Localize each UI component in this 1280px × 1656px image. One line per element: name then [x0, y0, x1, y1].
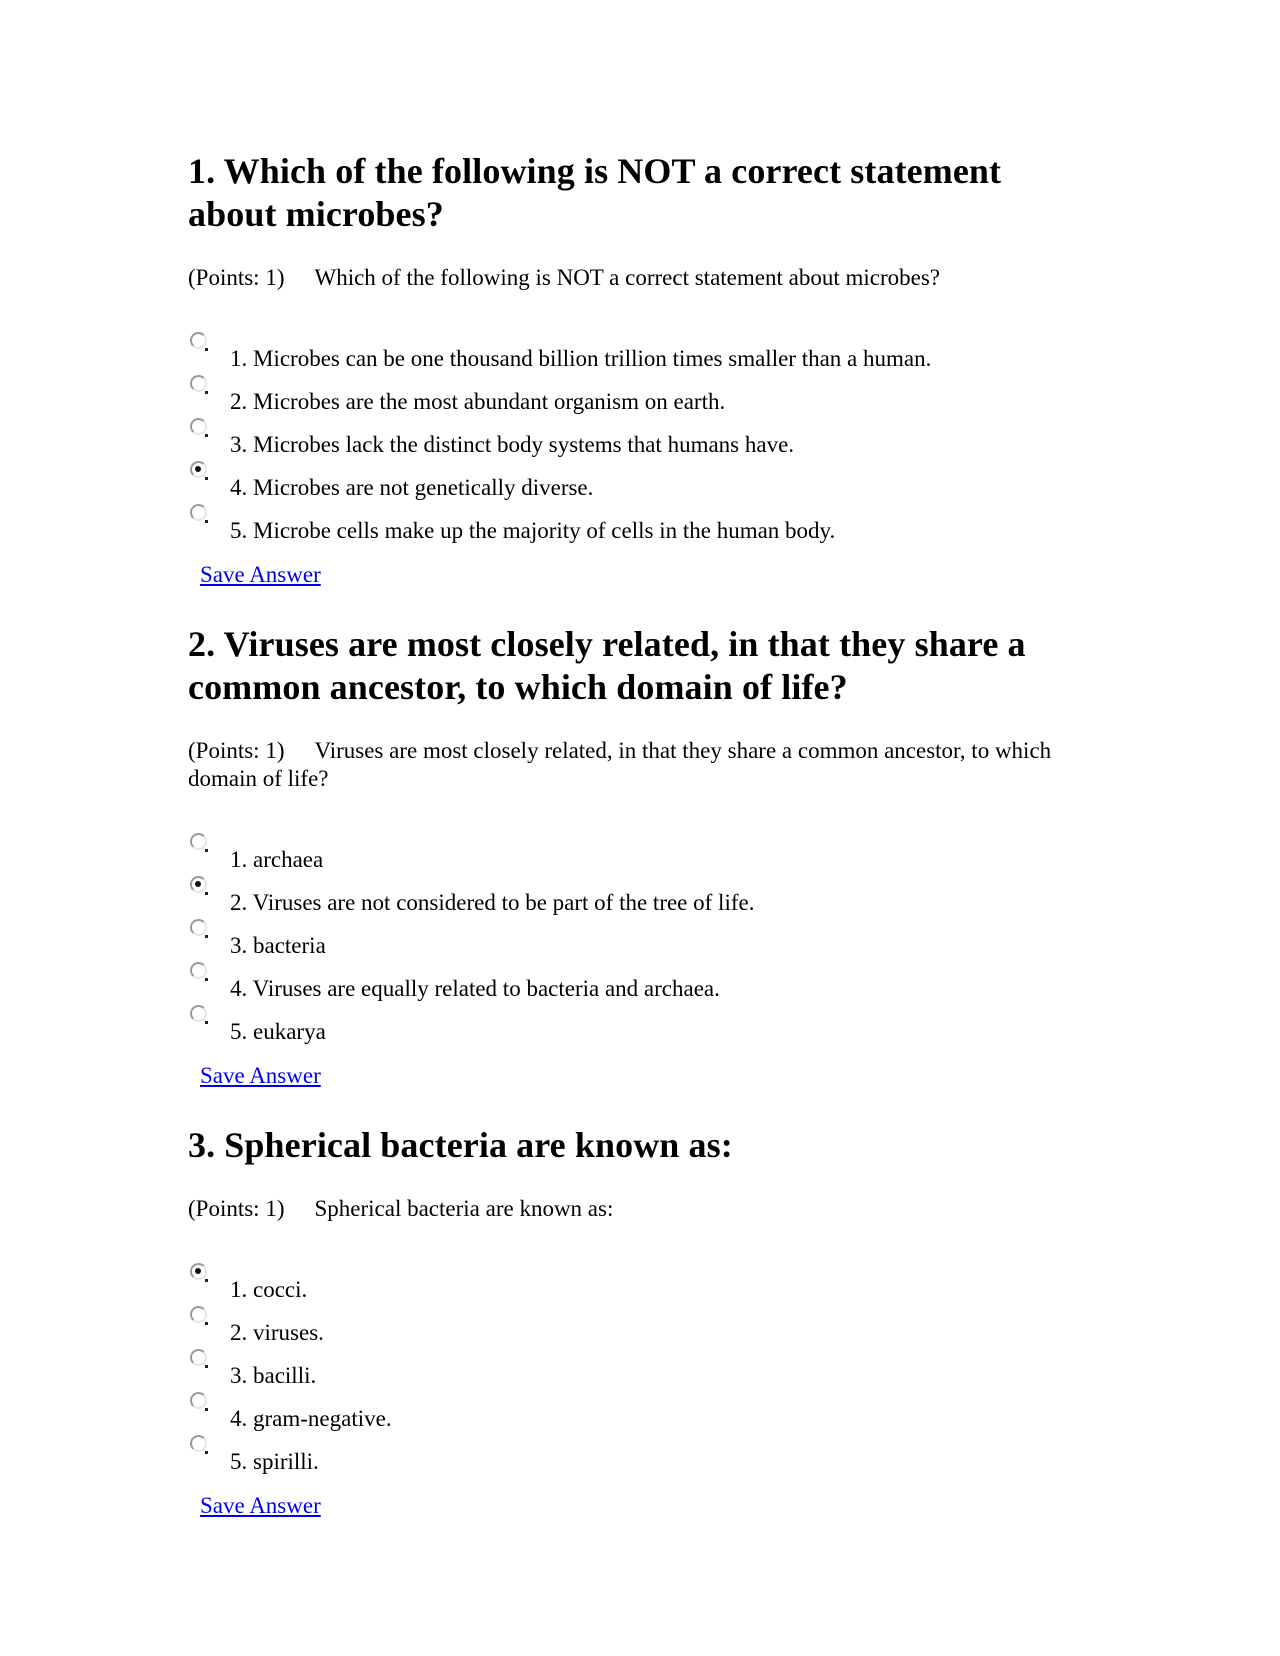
question-prompt: Which of the following is NOT a correct statement about microbes?: [314, 265, 940, 290]
question-title: 1. Which of the following is NOT a correct statement about microbes?: [188, 151, 1002, 234]
answer-label[interactable]: 1. cocci.: [230, 1277, 308, 1302]
answer-options: [188, 1263, 1088, 1478]
radio-button[interactable]: [190, 332, 207, 349]
answer-option[interactable]: [188, 375, 1088, 418]
answer-label[interactable]: 2. viruses.: [230, 1320, 324, 1345]
question-title: 2. Viruses are most closely related, in that they share a common ancestor, to which domain of life?: [188, 624, 1026, 707]
question-meta: [188, 737, 1088, 793]
answer-label[interactable]: 2. Microbes are the most abundant organism on earth.: [230, 389, 726, 414]
answer-option[interactable]: [188, 833, 1088, 876]
radio-button[interactable]: [190, 418, 207, 435]
save-answer-link[interactable]: Save Answer: [200, 1063, 321, 1088]
answer-option[interactable]: [188, 1435, 1088, 1478]
answer-label[interactable]: 3. bacilli.: [230, 1363, 317, 1388]
answer-option[interactable]: [188, 1392, 1088, 1435]
radio-button[interactable]: [190, 375, 207, 392]
radio-button[interactable]: [190, 1306, 207, 1323]
points-label: (Points: 1): [188, 738, 285, 763]
save-answer-link[interactable]: Save Answer: [200, 1493, 321, 1518]
question-meta: [188, 1195, 1088, 1223]
question-prompt: Spherical bacteria are known as:: [314, 1196, 614, 1221]
question-1: [188, 150, 1088, 589]
answer-option[interactable]: [188, 919, 1088, 962]
question-title: 3. Spherical bacteria are known as:: [188, 1125, 733, 1165]
radio-button[interactable]: [190, 1263, 207, 1280]
radio-button[interactable]: [190, 1349, 207, 1366]
radio-button[interactable]: [190, 919, 207, 936]
question-prompt: Viruses are most closely related, in that they share a common ancestor, to which domain of life?: [188, 738, 1052, 791]
question-meta: [188, 264, 1088, 292]
answer-label[interactable]: 5. Microbe cells make up the majority of cells in the human body.: [230, 518, 836, 543]
answer-label[interactable]: 4. Viruses are equally related to bacteria and archaea.: [230, 976, 720, 1001]
answer-label[interactable]: 4. gram-negative.: [230, 1406, 392, 1431]
radio-button[interactable]: [190, 833, 207, 850]
radio-button[interactable]: [190, 1005, 207, 1022]
answer-option[interactable]: [188, 1349, 1088, 1392]
answer-option[interactable]: [188, 876, 1088, 919]
answer-label[interactable]: 5. eukarya: [230, 1019, 326, 1044]
points-label: (Points: 1): [188, 265, 285, 290]
answer-option[interactable]: [188, 504, 1088, 547]
answer-label[interactable]: 3. bacteria: [230, 933, 326, 958]
radio-button[interactable]: [190, 504, 207, 521]
answer-option[interactable]: [188, 332, 1088, 375]
radio-button[interactable]: [190, 461, 207, 478]
answer-label[interactable]: 4. Microbes are not genetically diverse.: [230, 475, 594, 500]
radio-button[interactable]: [190, 1392, 207, 1409]
question-2: [188, 623, 1088, 1090]
answer-options: [188, 833, 1088, 1048]
answer-option[interactable]: [188, 1005, 1088, 1048]
answer-label[interactable]: 3. Microbes lack the distinct body systems that humans have.: [230, 432, 795, 457]
question-3: [188, 1124, 1088, 1520]
quiz-page: [188, 150, 1088, 1520]
answer-label[interactable]: 2. Viruses are not considered to be part of the tree of life.: [230, 890, 755, 915]
answer-option[interactable]: [188, 1263, 1088, 1306]
save-answer-link[interactable]: Save Answer: [200, 562, 321, 587]
answer-label[interactable]: 5. spirilli.: [230, 1449, 319, 1474]
answer-options: [188, 332, 1088, 547]
answer-label[interactable]: 1. Microbes can be one thousand billion trillion times smaller than a human.: [230, 346, 932, 371]
answer-option[interactable]: [188, 461, 1088, 504]
answer-option[interactable]: [188, 962, 1088, 1005]
radio-button[interactable]: [190, 1435, 207, 1452]
radio-button[interactable]: [190, 876, 207, 893]
answer-option[interactable]: [188, 1306, 1088, 1349]
answer-option[interactable]: [188, 418, 1088, 461]
radio-button[interactable]: [190, 962, 207, 979]
points-label: (Points: 1): [188, 1196, 285, 1221]
answer-label[interactable]: 1. archaea: [230, 847, 324, 872]
